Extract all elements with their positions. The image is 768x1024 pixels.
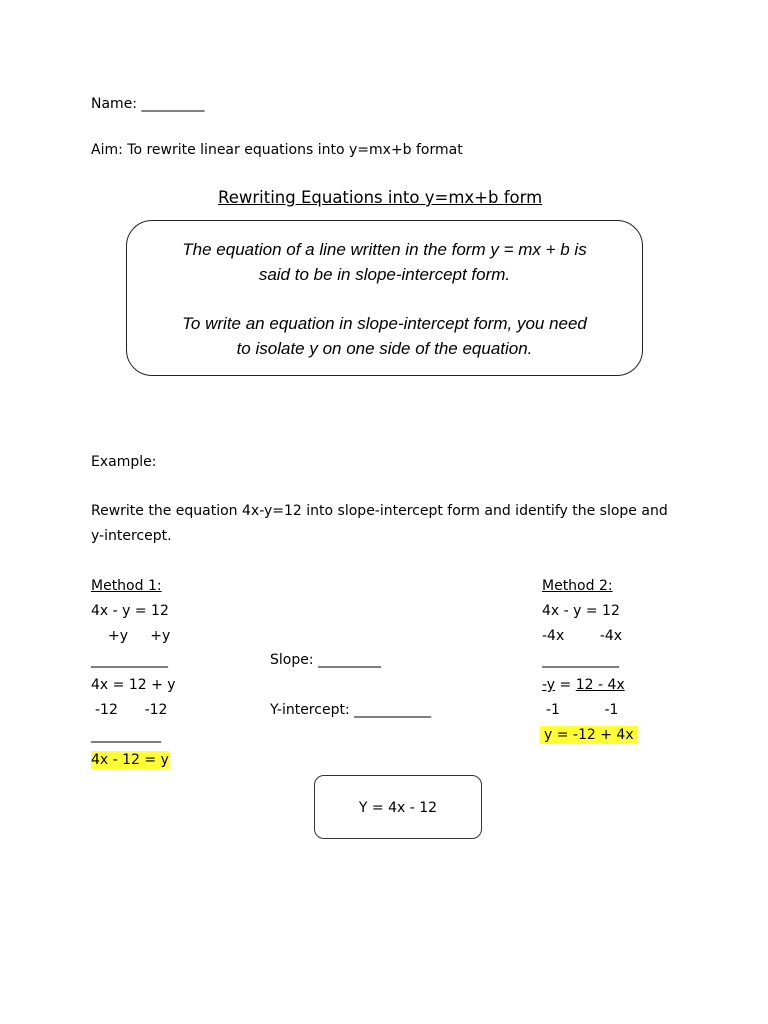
- aim-statement: Aim: To rewrite linear equations into y=mx+b format: [91, 142, 463, 158]
- example-prompt-line-2: y-intercept.: [91, 528, 172, 544]
- definition-line-3: To write an equation in slope-intercept form, you need: [182, 314, 587, 333]
- method2-step-4-eq: =: [555, 677, 576, 693]
- definition-box: [126, 220, 643, 376]
- method2-step-4-lhs: -y: [542, 677, 556, 693]
- slope-blank: Slope: _________: [270, 652, 382, 668]
- definition-line-1: The equation of a line written in the form y = mx + b is: [182, 240, 587, 259]
- method1-step-3: ___________: [91, 652, 168, 668]
- method2-step-2: -4x -4x: [542, 628, 623, 644]
- worksheet-title: Rewriting Equations into y=mx+b form: [218, 188, 543, 207]
- definition-line-4: to isolate y on one side of the equation.: [236, 339, 533, 358]
- definition-line-2: said to be in slope-intercept form.: [258, 265, 511, 284]
- method2-step-4: [542, 676, 625, 694]
- method1-step-6: __________: [91, 727, 161, 743]
- method2-heading: Method 2:: [542, 578, 613, 594]
- example-prompt-line-1: Rewrite the equation 4x-y=12 into slope-intercept form and identify the slope and: [91, 503, 668, 519]
- method2-step-4-rhs: 12 - 4x: [575, 677, 625, 693]
- example-label: Example:: [91, 454, 157, 470]
- method1-step-4: 4x = 12 + y: [91, 677, 176, 693]
- answer-equation: Y = 4x - 12: [358, 800, 438, 816]
- answer-box: [314, 775, 482, 839]
- method1-heading: Method 1:: [91, 578, 162, 594]
- method1-step-1: 4x - y = 12: [91, 603, 169, 619]
- method1-step-2: +y +y: [108, 628, 171, 644]
- method2-result: y = -12 + 4x: [540, 726, 638, 744]
- method2-step-1: 4x - y = 12: [542, 603, 620, 619]
- method1-step-5: -12 -12: [95, 702, 168, 718]
- name-line: Name: _________: [91, 96, 205, 112]
- method2-step-3: ___________: [542, 652, 619, 668]
- method2-step-5: -1 -1: [546, 702, 619, 718]
- method1-result: 4x - 12 = y: [91, 752, 169, 768]
- y-intercept-blank: Y-intercept: ___________: [270, 702, 432, 718]
